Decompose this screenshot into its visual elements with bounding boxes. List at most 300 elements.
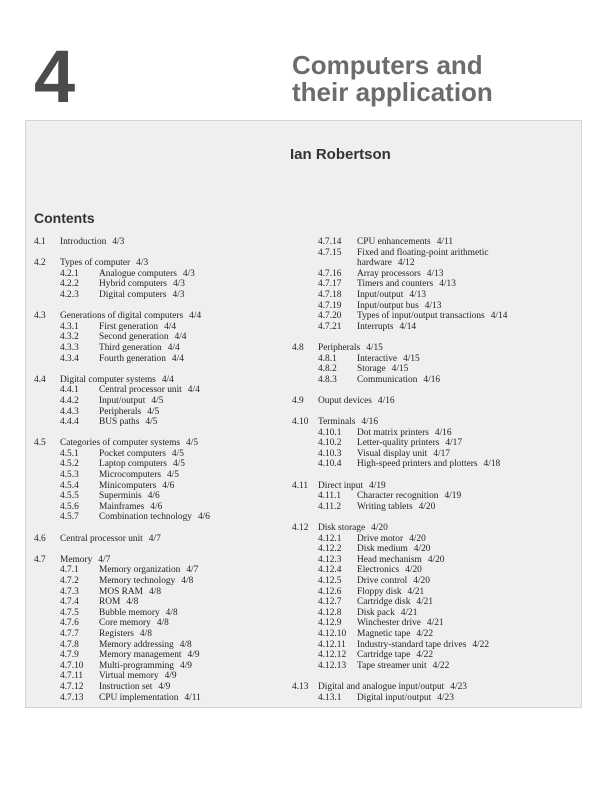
toc-section-title-text: Ouput devices xyxy=(318,395,372,406)
toc-subsection-page: 4/22 xyxy=(416,650,434,661)
toc-subsection-title-text: CPU enhancements xyxy=(357,237,431,247)
toc-section-page: 4/7 xyxy=(98,554,111,565)
toc-subsection-page: 4/6 xyxy=(197,512,210,523)
toc-section-heading xyxy=(292,417,580,428)
toc-subsection-page: 4/5 xyxy=(147,406,160,417)
toc-subsection-title xyxy=(357,661,449,672)
toc-subsection-number: 4.7.13 xyxy=(60,692,84,703)
toc-section-heading xyxy=(34,311,302,322)
toc-section-title xyxy=(60,375,174,386)
toc-section-title xyxy=(318,523,388,534)
toc-subsection-title xyxy=(357,502,435,513)
toc-section-title xyxy=(318,481,386,492)
toc-subsection-title-text: Array processors xyxy=(357,268,421,279)
toc-subsection-title-text: Memory technology xyxy=(99,576,176,586)
toc-subsection xyxy=(34,491,302,502)
toc-subsection-number: 4.12.6 xyxy=(318,586,342,597)
toc-subsection-title-text: Digital input/output xyxy=(357,692,432,703)
toc-subsection xyxy=(34,407,302,418)
toc-subsection xyxy=(34,661,302,672)
toc-subsection-number: 4.4.3 xyxy=(60,406,79,417)
toc-section-page: 4/5 xyxy=(186,438,199,449)
toc-subsection-number: 4.2.3 xyxy=(60,289,79,300)
toc-subsection-number: 4.7.6 xyxy=(60,618,79,629)
toc-section xyxy=(34,237,302,248)
toc-subsection-page: 4/17 xyxy=(445,438,463,449)
toc-section-heading xyxy=(292,481,580,492)
toc-subsection xyxy=(292,502,580,513)
toc-section xyxy=(34,311,302,364)
toc-subsection-continuation xyxy=(292,258,580,269)
toc-subsection-page: 4/5 xyxy=(171,448,184,459)
toc-subsection-number: 4.5.6 xyxy=(60,501,79,512)
toc-subsection-page: 4/21 xyxy=(400,607,418,618)
toc-section-page: 4/4 xyxy=(161,374,174,385)
toc-subsection-title xyxy=(99,385,200,396)
toc-section-heading xyxy=(34,555,302,566)
toc-subsection-number: 4.7.2 xyxy=(60,576,79,586)
toc-subsection-page: 4/8 xyxy=(179,639,192,650)
toc-section-title xyxy=(318,396,395,407)
toc-subsection-title-text: Cartridge tape xyxy=(357,650,411,661)
toc-subsection-number: 4.2.1 xyxy=(60,268,79,279)
toc-subsection-page: 4/21 xyxy=(416,597,434,608)
toc-subsection-page: 4/8 xyxy=(156,618,169,629)
toc-subsection-number: 4.3.4 xyxy=(60,353,79,364)
toc-subsection xyxy=(292,650,580,661)
toc-subsection-title-text: ROM xyxy=(99,597,121,608)
toc-subsection-title xyxy=(99,290,184,301)
toc-subsection-page: 4/6 xyxy=(162,480,175,491)
toc-subsection-number: 4.12.3 xyxy=(318,554,342,565)
toc-subsection xyxy=(292,311,580,322)
toc-subsection xyxy=(292,629,580,640)
toc-subsection-title-text: Character recognition xyxy=(357,491,439,502)
toc-subsection xyxy=(292,364,580,375)
toc-section-page: 4/16 xyxy=(361,417,379,428)
toc-subsection-page: 4/9 xyxy=(158,681,171,692)
toc-subsection-number: 4.12.13 xyxy=(318,660,347,671)
toc-section-title-text: Digital and analogue input/output xyxy=(318,681,445,692)
toc-subsection-title-text: MOS RAM xyxy=(99,586,144,597)
toc-subsection xyxy=(34,587,302,598)
toc-subsection-number: 4.7.4 xyxy=(60,597,79,608)
toc-subsection xyxy=(34,618,302,629)
toc-subsection xyxy=(34,608,302,619)
toc-subsection-title-text: Instruction set xyxy=(99,681,153,692)
toc-subsection-title-text: Second generation xyxy=(99,332,169,343)
toc-subsection-title xyxy=(357,565,422,576)
toc-section xyxy=(292,417,580,470)
toc-subsection xyxy=(292,534,580,545)
toc-subsection-page: 4/23 xyxy=(437,692,454,703)
toc-subsection-page: 4/20 xyxy=(405,565,422,576)
toc-section-title xyxy=(60,534,161,545)
toc-subsection-page: 4/8 xyxy=(126,597,139,608)
toc-subsection xyxy=(292,459,580,470)
toc-subsection xyxy=(292,576,580,587)
toc-subsection xyxy=(292,597,580,608)
toc-section-title xyxy=(318,417,378,428)
toc-subsection-number: 4.7.8 xyxy=(60,639,79,650)
toc-subsection xyxy=(34,322,302,333)
toc-subsection-title-text: Input/output xyxy=(357,289,404,300)
toc-subsection-title xyxy=(99,693,201,704)
toc-subsection xyxy=(34,417,302,428)
toc-subsection xyxy=(292,587,580,598)
toc-subsection xyxy=(34,576,302,587)
toc-subsection xyxy=(292,279,580,290)
toc-subsection-page: 4/7 xyxy=(186,565,199,576)
toc-subsection-number: 4.5.3 xyxy=(60,470,79,481)
toc-section-heading xyxy=(292,343,580,354)
toc-subsection-title-text: hardware xyxy=(357,258,392,269)
toc-subsection xyxy=(34,671,302,682)
toc-subsection-number: 4.7.5 xyxy=(60,607,79,618)
toc-subsection-title-text: Writing tablets xyxy=(357,501,413,512)
toc-subsection-title-text: Visual display unit xyxy=(357,448,428,459)
toc-subsection xyxy=(34,693,302,704)
toc-subsection xyxy=(34,449,302,460)
toc-subsection-title xyxy=(99,512,210,523)
toc-subsection-number: 4.8.1 xyxy=(318,353,337,364)
toc-subsection-title-text: Bubble memory xyxy=(99,607,160,618)
toc-subsection-title xyxy=(99,661,192,672)
toc-section-title xyxy=(318,343,383,354)
toc-subsection-title-text: Communication xyxy=(357,374,418,385)
toc-subsection-title-text: Types of input/output transactions xyxy=(357,311,485,322)
toc-subsection-title xyxy=(357,587,424,598)
toc-subsection-title-text: Core memory xyxy=(99,618,151,629)
toc-subsection-number: 4.3.1 xyxy=(60,321,79,332)
toc-subsection-title xyxy=(99,491,160,502)
toc-subsection xyxy=(34,385,302,396)
toc-section-number: 4.9 xyxy=(292,395,304,406)
toc-subsection xyxy=(34,459,302,470)
toc-subsection-number: 4.7.20 xyxy=(318,311,342,322)
toc-subsection-title-text: Peripherals xyxy=(99,406,142,417)
toc-subsection-title-text: Digital computers xyxy=(99,289,167,300)
toc-subsection-title-text: Registers xyxy=(99,628,134,639)
toc-subsection-title-text: Drive motor xyxy=(357,533,404,544)
toc-subsection-title xyxy=(357,544,430,555)
toc-section-heading xyxy=(34,375,302,386)
toc-subsection-title xyxy=(357,428,452,439)
toc-subsection xyxy=(34,650,302,661)
toc-subsection xyxy=(34,565,302,576)
toc-subsection xyxy=(34,512,302,523)
toc-section-number: 4.2 xyxy=(34,258,46,269)
toc-section-title-text: Digital computer systems xyxy=(60,374,156,385)
toc-subsection-title-text: Timers and counters xyxy=(357,279,434,290)
toc-subsection-page: 4/19 xyxy=(444,491,462,502)
toc-subsection-title-text: CPU implementation xyxy=(99,692,179,703)
toc-subsection-page: 4/14 xyxy=(399,321,417,332)
toc-subsection-title xyxy=(99,576,193,587)
toc-subsection xyxy=(292,449,580,460)
toc-subsection-number: 4.2.2 xyxy=(60,279,79,290)
toc-subsection-title-text: Multi-programming xyxy=(99,660,174,671)
toc-subsection-title xyxy=(357,555,445,566)
toc-subsection-page: 4/3 xyxy=(172,279,185,290)
toc-section-page: 4/23 xyxy=(450,681,467,692)
toc-section-title xyxy=(60,258,148,269)
toc-subsection xyxy=(34,682,302,693)
toc-subsection xyxy=(292,375,580,386)
toc-subsection xyxy=(292,428,580,439)
toc-left-column xyxy=(34,237,302,714)
toc-subsection-title xyxy=(357,597,433,608)
toc-subsection-title xyxy=(99,640,192,651)
toc-section-heading xyxy=(292,523,580,534)
toc-subsection-title-text: Winchester drive xyxy=(357,618,421,629)
toc-subsection-title-text: Fourth generation xyxy=(99,353,166,364)
toc-section-number: 4.11 xyxy=(292,480,309,491)
toc-subsection-title xyxy=(357,290,426,301)
toc-section-title-text: Categories of computer systems xyxy=(60,438,181,449)
toc-subsection-number: 4.12.11 xyxy=(318,639,346,650)
toc-section-heading xyxy=(34,438,302,449)
toc-right-column xyxy=(292,237,580,714)
toc-subsection-number: 4.12.10 xyxy=(318,628,347,639)
toc-subsection-page: 4/13 xyxy=(439,279,456,290)
toc-subsection xyxy=(292,693,580,704)
toc-subsection-title-text: Storage xyxy=(357,364,386,375)
toc-subsection-number: 4.7.19 xyxy=(318,300,342,311)
toc-subsection-page: 4/13 xyxy=(409,289,427,300)
toc-subsection-page: 4/4 xyxy=(171,353,184,364)
toc-section xyxy=(34,258,302,300)
chapter-title-line-2: their application xyxy=(292,77,493,107)
toc-subsection-number: 4.4.4 xyxy=(60,417,79,428)
toc-section-number: 4.8 xyxy=(292,342,304,353)
toc-subsection-number: 4.7.17 xyxy=(318,279,342,290)
toc-subsection-page: 4/16 xyxy=(434,427,452,438)
toc-section-heading xyxy=(34,534,302,545)
toc-subsection-page: 4/20 xyxy=(427,554,445,565)
toc-subsection-title xyxy=(357,576,430,587)
toc-subsection-title xyxy=(99,354,184,365)
toc-subsection-title xyxy=(99,629,152,640)
toc-subsection-number: 4.8.3 xyxy=(318,374,337,385)
toc-subsection-number: 4.7.7 xyxy=(60,628,79,639)
toc-section-title xyxy=(60,237,124,248)
toc-subsection-title-text: Cartridge disk xyxy=(357,597,411,608)
toc-subsection-title-text: Combination technology xyxy=(99,512,192,523)
toc-subsection-page: 4/9 xyxy=(187,650,200,661)
toc-subsection-title xyxy=(357,618,444,629)
toc-subsection-page: 4/8 xyxy=(149,586,162,597)
toc-subsection-page: 4/4 xyxy=(164,321,177,332)
toc-subsection xyxy=(34,481,302,492)
toc-subsection-title-text: Third generation xyxy=(99,342,162,353)
toc-subsection-page: 4/5 xyxy=(151,395,164,406)
toc-subsection-title xyxy=(357,279,456,290)
toc-subsection-title-text: Tape streamer unit xyxy=(357,660,427,671)
toc-subsection-number: 4.7.15 xyxy=(318,247,342,258)
toc-section-page: 4/15 xyxy=(366,342,383,353)
toc-subsection-title-text: Dot matrix printers xyxy=(357,427,429,438)
toc-subsection-title-cont xyxy=(357,258,415,269)
toc-subsection-title xyxy=(357,301,441,312)
toc-subsection-number: 4.5.5 xyxy=(60,491,79,502)
toc-section-title-text: Peripherals xyxy=(318,342,361,353)
toc-subsection xyxy=(34,597,302,608)
toc-subsection-page: 4/14 xyxy=(490,311,508,322)
toc-subsection-title-text: Drive control xyxy=(357,576,408,586)
toc-subsection-title xyxy=(357,322,416,333)
toc-subsection-number: 4.5.1 xyxy=(60,448,79,459)
toc-subsection-page: 4/18 xyxy=(483,459,501,470)
toc-subsection-number: 4.7.9 xyxy=(60,650,79,661)
toc-subsection-title xyxy=(357,608,417,619)
toc-subsection-page: 4/5 xyxy=(166,470,179,481)
toc-subsection-number: 4.8.2 xyxy=(318,364,337,375)
contents-heading: Contents xyxy=(34,210,95,226)
toc-section xyxy=(292,237,580,332)
toc-section-number: 4.5 xyxy=(34,438,46,449)
toc-subsection xyxy=(292,661,580,672)
toc-section-title xyxy=(60,555,110,566)
chapter-title-line-1: Computers and xyxy=(292,50,483,80)
toc-subsection-page: 4/5 xyxy=(145,417,158,428)
toc-section-heading xyxy=(34,258,302,269)
toc-subsection-number: 4.7.21 xyxy=(318,321,342,332)
toc-subsection-page: 4/15 xyxy=(391,364,409,375)
toc-subsection xyxy=(292,618,580,629)
toc-section-page: 4/16 xyxy=(377,395,395,406)
toc-subsection-number: 4.10.4 xyxy=(318,459,342,470)
toc-subsection-title xyxy=(99,587,161,598)
toc-subsection-number: 4.5.2 xyxy=(60,459,79,470)
toc-section-title-text: Introduction xyxy=(60,237,107,247)
toc-subsection-page: 4/17 xyxy=(433,448,450,459)
toc-subsection-title-text: Fixed and floating-point arithmetic xyxy=(357,247,489,258)
toc-subsection-title xyxy=(99,565,198,576)
toc-subsection-number: 4.7.16 xyxy=(318,268,342,279)
toc-subsection-title-text: High-speed printers and plotters xyxy=(357,459,478,470)
toc-section-title-text: Disk storage xyxy=(318,523,366,534)
toc-subsection-title xyxy=(357,375,440,386)
toc-section xyxy=(292,523,580,671)
toc-subsection-number: 4.7.3 xyxy=(60,586,79,597)
toc-subsection-number: 4.7.12 xyxy=(60,681,84,692)
toc-subsection-title xyxy=(357,491,461,502)
toc-subsection-page: 4/15 xyxy=(403,353,420,364)
toc-subsection-page: 4/3 xyxy=(172,289,185,300)
toc-subsection-number: 4.12.4 xyxy=(318,565,342,576)
toc-subsection-title xyxy=(99,608,178,619)
toc-subsection-page: 4/6 xyxy=(147,491,160,502)
toc-subsection-number: 4.3.3 xyxy=(60,342,79,353)
toc-subsection xyxy=(292,640,580,651)
toc-section-title-text: Memory xyxy=(60,554,93,565)
toc-subsection-page: 4/13 xyxy=(424,300,442,311)
toc-subsection xyxy=(34,354,302,365)
toc-section-page: 4/3 xyxy=(136,258,149,269)
toc-section xyxy=(292,682,580,703)
toc-subsection-title xyxy=(99,417,157,428)
toc-subsection-number: 4.10.2 xyxy=(318,438,342,449)
toc-subsection xyxy=(34,640,302,651)
toc-subsection-number: 4.7.11 xyxy=(60,671,84,682)
toc-subsection-title-text: Industry-standard tape drives xyxy=(357,639,467,650)
toc-subsection-page: 4/20 xyxy=(418,501,436,512)
toc-subsection-number: 4.7.10 xyxy=(60,660,84,671)
toc-section xyxy=(34,555,302,703)
toc-subsection-page: 4/3 xyxy=(182,268,195,279)
toc-section-title-text: Generations of digital computers xyxy=(60,311,184,322)
toc-subsection-page: 4/22 xyxy=(472,639,490,650)
toc-subsection xyxy=(34,502,302,513)
toc-subsection-title-text: Interactive xyxy=(357,353,398,364)
toc-subsection-page: 4/22 xyxy=(416,628,434,639)
toc-subsection-number: 4.7.14 xyxy=(318,237,342,247)
toc-subsection-page: 4/5 xyxy=(172,459,185,470)
toc-subsection-title-text: Analogue computers xyxy=(99,268,177,279)
toc-subsection-number: 4.12.1 xyxy=(318,533,342,544)
toc-subsection xyxy=(292,301,580,312)
toc-subsection xyxy=(292,269,580,280)
author-name: Ian Robertson xyxy=(290,146,391,163)
toc-subsection-number: 4.11.1 xyxy=(318,491,342,502)
toc-section xyxy=(34,438,302,523)
toc-subsection-title-text: Pocket computers xyxy=(99,448,166,459)
toc-subsection-title-text: Input/output xyxy=(99,395,146,406)
toc-subsection-page: 4/6 xyxy=(150,501,163,512)
toc-subsection-number: 4.7.1 xyxy=(60,565,79,576)
toc-section-heading xyxy=(34,237,302,248)
toc-subsection-number: 4.7.18 xyxy=(318,289,342,300)
toc-subsection-page: 4/21 xyxy=(426,618,444,629)
toc-subsection-title xyxy=(99,269,195,280)
toc-subsection-title xyxy=(357,438,462,449)
toc-subsection-page: 4/4 xyxy=(167,342,180,353)
toc-subsection-title-text: Letter-quality printers xyxy=(357,438,440,449)
toc-subsection xyxy=(292,248,580,259)
toc-subsection-title-text: Minicomputers xyxy=(99,480,157,491)
toc-subsection-number: 4.4.1 xyxy=(60,385,79,396)
toc-section-number: 4.10 xyxy=(292,417,309,428)
toc-subsection-page: 4/22 xyxy=(432,660,450,671)
toc-section-number: 4.13 xyxy=(292,681,309,692)
toc-subsection-title-text: Mainframes xyxy=(99,501,145,512)
toc-subsection-page: 4/4 xyxy=(174,332,187,343)
toc-section-heading xyxy=(292,396,580,407)
toc-subsection-number: 4.13.1 xyxy=(318,692,342,703)
toc-subsection-title xyxy=(357,248,488,259)
toc-subsection-title-text: Electronics xyxy=(357,565,400,576)
toc-subsection-page: 4/12 xyxy=(397,258,415,269)
toc-subsection xyxy=(34,290,302,301)
toc-subsection xyxy=(34,269,302,280)
toc-subsection-title-text: Hybrid computers xyxy=(99,279,167,290)
toc-section-title xyxy=(60,311,201,322)
toc-subsection-title xyxy=(99,407,159,418)
toc-section-title xyxy=(318,682,467,693)
toc-subsection-title xyxy=(99,343,180,354)
toc-subsection-page: 4/21 xyxy=(407,586,425,597)
toc-section xyxy=(34,534,302,545)
chapter-title xyxy=(292,52,493,106)
toc-section-page: 4/7 xyxy=(148,533,161,544)
toc-subsection-title xyxy=(357,693,454,704)
toc-subsection-number: 4.12.2 xyxy=(318,544,342,555)
toc-subsection-page: 4/11 xyxy=(184,692,201,703)
toc-subsection-title-text: Interrupts xyxy=(357,321,394,332)
toc-section-title xyxy=(60,438,198,449)
toc-subsection-title xyxy=(357,364,408,375)
